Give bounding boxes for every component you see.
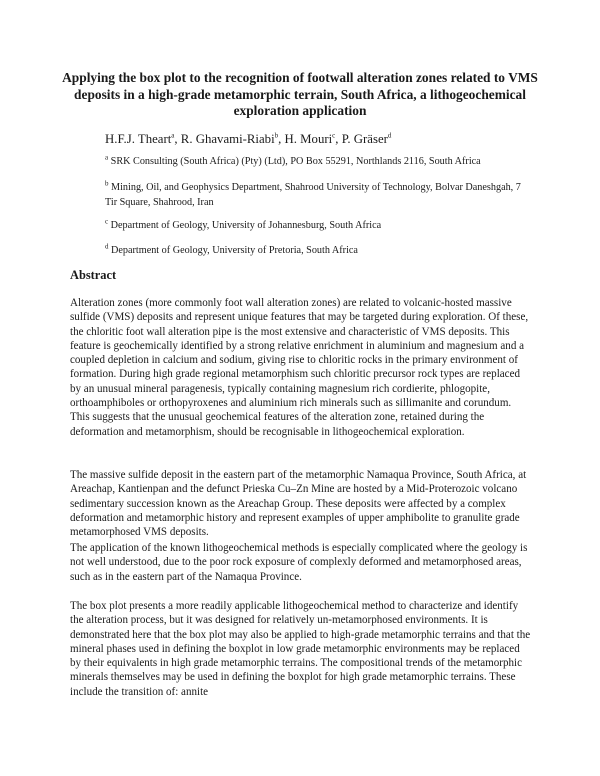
- author-affiliation-mark: b: [274, 131, 279, 140]
- abstract-heading: Abstract: [70, 268, 117, 282]
- paper-title: Applying the box plot to the recognition of footwall alteration zones related to VMS deposits in a high-grade metamorphic terrain, South Africa, a lithogeochemical exploration application: [62, 70, 538, 118]
- affiliation: [105, 244, 535, 259]
- affiliation-text: SRK Consulting (South Africa) (Pty) (Ltd), PO Box 55291, Northlands 2116, South Africa: [110, 156, 481, 167]
- affiliation-text: Mining, Oil, and Geophysics Department, Shahrood University of Technology, Bolvar Daneshgah, 7 Tir Square, Shahrood, Iran: [105, 182, 521, 208]
- author-affiliation-mark: c: [332, 131, 336, 140]
- abstract-paragraph: The massive sulfide deposit in the eastern part of the metamorphic Namaqua Province, South Africa, at Areachap, Kantienpan and the defunct Prieska Cu–Zn Mine are hosted by a Mid-Proterozoic volcano sedimentary succession known as the Areachap Group. These deposits were affected by a complex deformation and metamorphic history and represent examples of upper amphibolite to granulite grade metamorphosed VMS deposits.: [70, 469, 527, 539]
- author-separator: ,: [278, 132, 285, 146]
- affiliation-mark: c: [105, 217, 109, 226]
- author-name: P. Gräser: [341, 132, 388, 146]
- affiliation-text: Department of Geology, University of Pretoria, South Africa: [111, 245, 358, 256]
- author-affiliation-mark: a: [171, 131, 175, 140]
- affiliation-mark: a: [105, 153, 109, 162]
- author-name: H. Mouri: [284, 132, 333, 146]
- author-separator: ,: [174, 132, 181, 146]
- author-affiliation-mark: d: [387, 131, 392, 140]
- author-name: H.F.J. Theart: [105, 132, 172, 146]
- affiliation-mark: d: [105, 242, 109, 251]
- author-list: [105, 131, 391, 147]
- affiliation: [105, 155, 535, 170]
- author-name: R. Ghavami-Riabi: [180, 132, 275, 146]
- affiliation-text: Department of Geology, University of Johannesburg, South Africa: [110, 220, 382, 231]
- affiliation: [105, 181, 535, 210]
- author-separator: ,: [335, 132, 342, 146]
- affiliation: [105, 219, 535, 234]
- abstract-paragraph: The application of the known lithogeochemical methods is especially complicated where the geology is not well understood, due to the poor rock exposure of complexly deformed and metamorphosed areas, such as in the eastern part of the Namaqua Province.: [70, 542, 528, 583]
- abstract-paragraph: The box plot presents a more readily applicable lithogeochemical method to characterize and identify the alteration process, but it was designed for relatively un-metamorphosed environments. It is demonstrated here that the box plot may also be applied to high-grade metamorphic terrains and that the mineral phases used in defining the boxplot in low grade metamorphic environments may be replaced by their equivalents in high grade metamorphic terrains. The compositional trends of the metamorphic minerals themselves may be used in defining the boxplot for high grade metamorphic terrains. These include the transition of: annite: [70, 600, 531, 698]
- abstract-paragraph: Alteration zones (more commonly foot wall alteration zones) are related to volcanic-hosted massive sulfide (VMS) deposits and represent unique features that may be targeted during exploration. Of these, the chloritic foot wall alteration pipe is the most extensive and characteristic of VMS deposits. This feature is geochemically identified by a strong relative enrichment in aluminium and magnesium and a coupled depletion in calcium and sodium, giving rise to chloritic rocks in the primary environment of formation. During high grade regional metamorphism such chloritic precursor rock types are replaced by an unusual mineral paragenesis, typically containing magnesium rich cordierite, phlogopite, orthoamphiboles or orthopyroxenes and aluminium rich minerals such as sillimanite and corundum. This suggests that the unusual geochemical features of the alteration zone, retained during the deformation and metamorphism, should be recognisable in lithogeochemical exploration.: [70, 297, 529, 438]
- affiliation-mark: b: [105, 179, 109, 188]
